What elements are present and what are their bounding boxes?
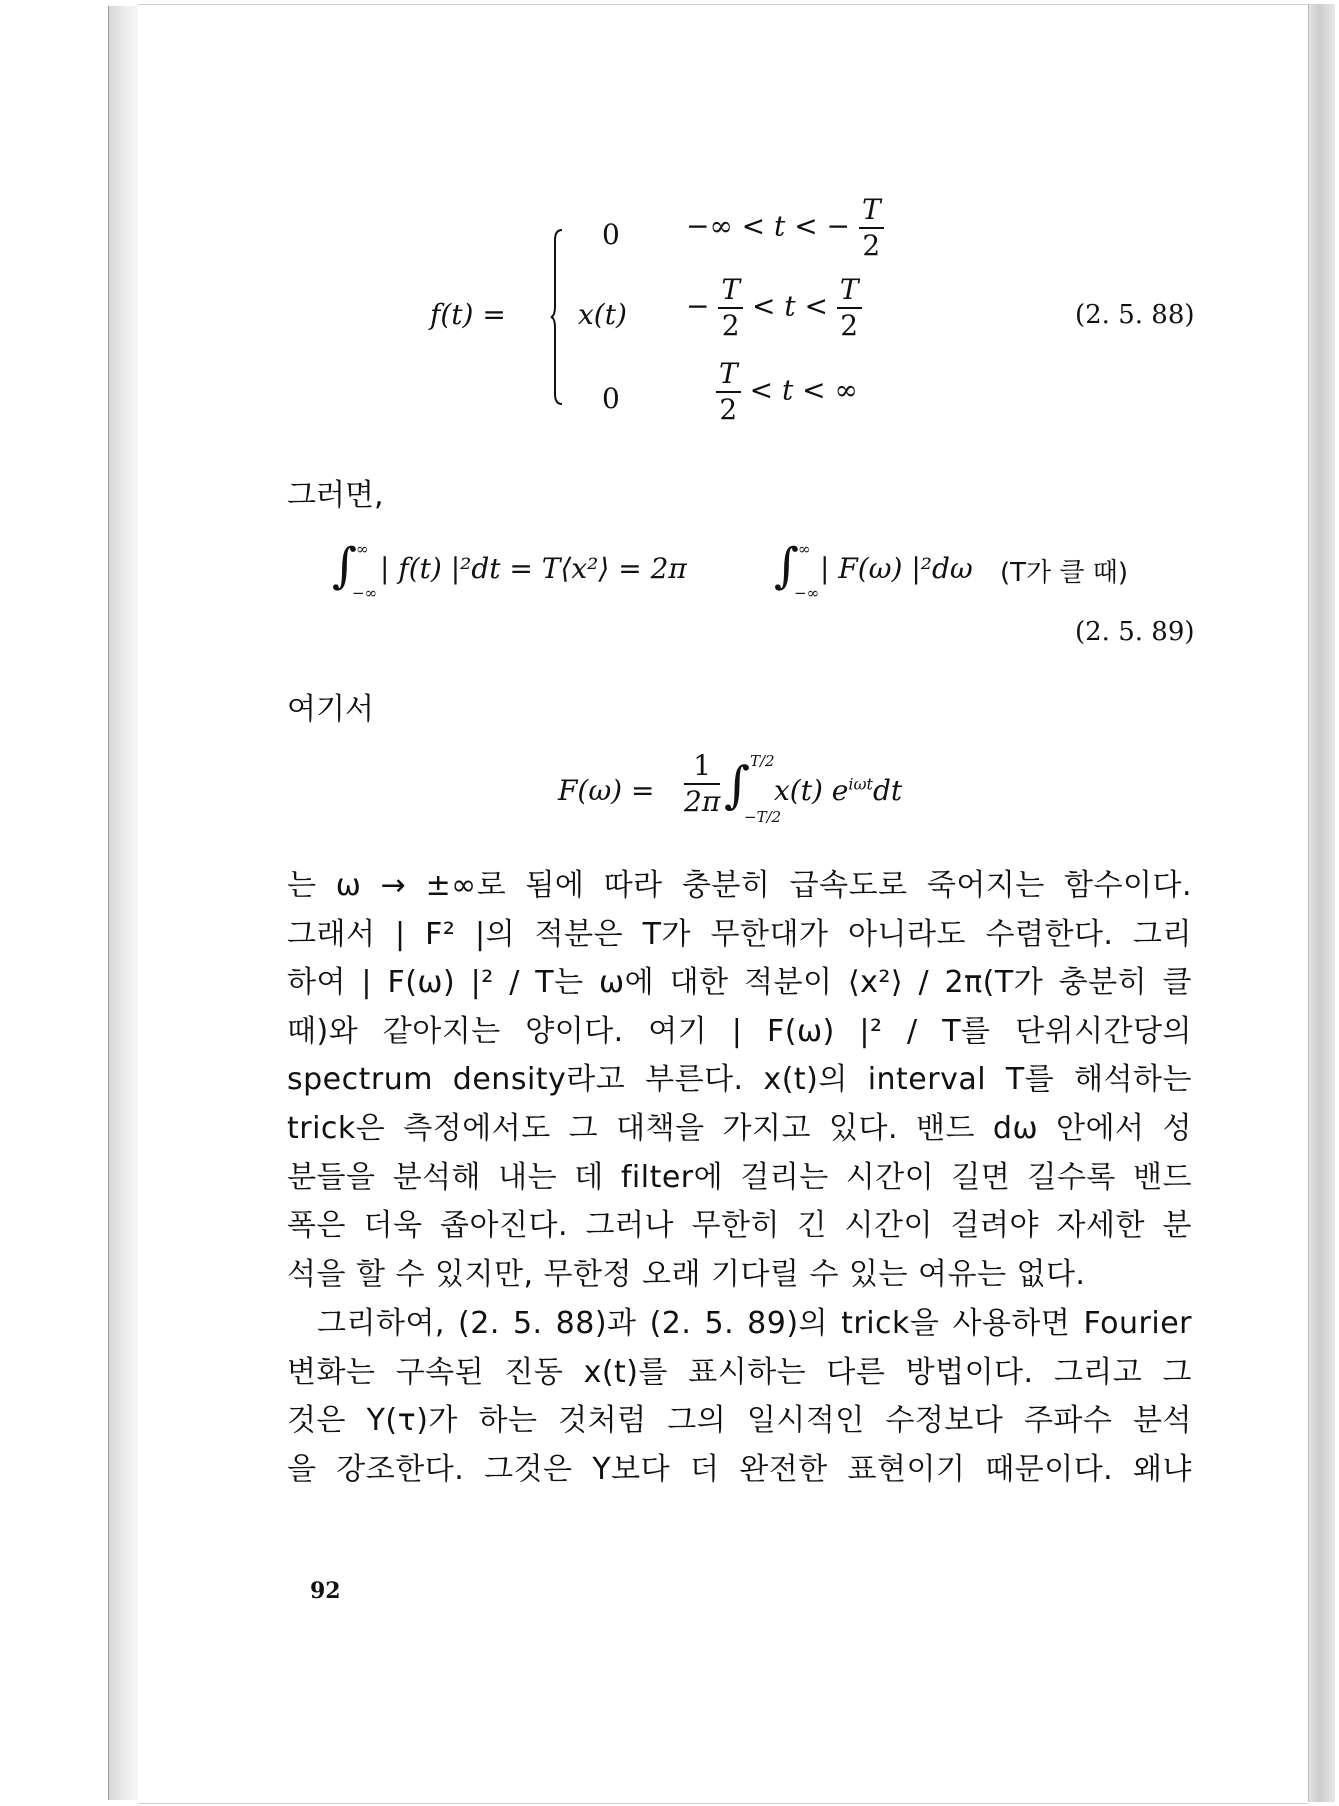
- text-line: 것은 Υ(τ)가 하는 것처럼 그의 일시적인 수정보다 주파수 분석: [287, 1403, 1192, 1439]
- case1-value: 0: [602, 218, 620, 251]
- text-line: 때)와 같아지는 양이다. 여기 | F(ω) |² / T를 단위시간당의: [287, 1013, 1192, 1049]
- integral-sign: ∫: [724, 756, 751, 814]
- case2-condition: [686, 273, 862, 342]
- integral-lower-limit: −∞: [352, 584, 378, 602]
- page-edge: [1308, 4, 1335, 1802]
- case3-value: 0: [602, 382, 620, 415]
- text-line: 그래서 | F² |의 적분은 T가 무한대가 아니라도 수렴한다. 그리: [287, 916, 1192, 952]
- text-line: 폭은 더욱 좁아진다. 그러나 무한히 긴 시간이 걸려야 자세한 분: [287, 1208, 1192, 1244]
- fraction-t-over-2: $\frac{T}{2}$: [718, 276, 743, 340]
- fraction-t-over-2: $\frac{T}{2}$: [716, 360, 741, 424]
- fraction-t-over-2: $\frac{T}{2}$: [837, 276, 862, 340]
- eq89-note: (T가 클 때): [1000, 558, 1129, 588]
- text-line: 석을 할 수 있지만, 무한정 오래 기다릴 수 있는 여유는 없다.: [287, 1256, 1086, 1292]
- integral-upper-limit: T/2: [750, 752, 775, 770]
- integral-upper-limit: ∞: [356, 540, 369, 558]
- integral-sign: ∫: [332, 538, 358, 594]
- case1-cond-left: −∞ < t < −: [686, 209, 851, 243]
- integral-lower-limit: −T/2: [744, 808, 782, 826]
- text-line: 는 ω → ±∞로 됨에 따라 충분히 급속도로 죽어지는 함수이다.: [287, 868, 1192, 903]
- eqF-integrand: x(t) $e^{i\omega t}dt$: [774, 774, 903, 807]
- label-here: 여기서: [287, 692, 374, 727]
- case3-condition: [716, 357, 858, 426]
- fraction-t-over-2: $\frac{T}{2}$: [859, 196, 884, 260]
- coefficient-fraction: $\frac{1}{2\pi}$: [684, 749, 721, 818]
- eqF-lhs: F(ω) =: [558, 774, 655, 807]
- eq89-part2: | F(ω) |²dω: [820, 552, 973, 585]
- paragraph-2: [287, 1300, 1192, 1494]
- page-number: 92: [310, 1578, 341, 1604]
- minus-sign: −: [686, 289, 710, 323]
- case3-cond-right: < t < ∞: [749, 373, 858, 407]
- equation-number-88: (2. 5. 88): [1075, 300, 1195, 330]
- text-line: spectrum density라고 부른다. x(t)의 interval T를 해석하는: [287, 1062, 1192, 1098]
- equation-number-89: (2. 5. 89): [1075, 617, 1195, 647]
- case1-condition: [686, 193, 884, 262]
- paragraph-1: [287, 862, 1192, 1299]
- text-line: 변화는 구속된 진동 x(t)를 표시하는 다른 방법이다. 그리고 그: [287, 1354, 1192, 1390]
- text-line: 하여 | F(ω) |² / T는 ω에 대한 적분이 ⟨x²⟩ / 2π(T가 충분히 클: [287, 965, 1192, 1001]
- label-then: 그러면,: [287, 478, 384, 513]
- integral-sign: ∫: [774, 538, 800, 594]
- text-line: trick은 측정에서도 그 대책을 가지고 있다. 밴드 dω 안에서 성: [287, 1110, 1192, 1146]
- case2-cond-mid: < t <: [751, 289, 828, 323]
- cases-brace: [550, 228, 564, 406]
- case2-value: x(t): [578, 298, 627, 331]
- eq88-lhs: f(t) =: [430, 298, 506, 331]
- exponent: iωt: [848, 774, 873, 794]
- integral-lower-limit: −∞: [794, 584, 820, 602]
- book-spine: [108, 6, 139, 1800]
- eq89-part1: | f(t) |²dt = T⟨x²⟩ = 2π: [380, 552, 687, 585]
- text-line: 그리하여, (2. 5. 88)과 (2. 5. 89)의 trick을 사용하면 Fourier: [317, 1306, 1192, 1341]
- text-line: 을 강조한다. 그것은 Υ보다 더 완전한 표현이기 때문이다. 왜냐: [287, 1451, 1192, 1487]
- integral-upper-limit: ∞: [798, 540, 811, 558]
- text-line: 분들을 분석해 내는 데 filter에 걸리는 시간이 길면 길수록 밴드: [287, 1159, 1192, 1195]
